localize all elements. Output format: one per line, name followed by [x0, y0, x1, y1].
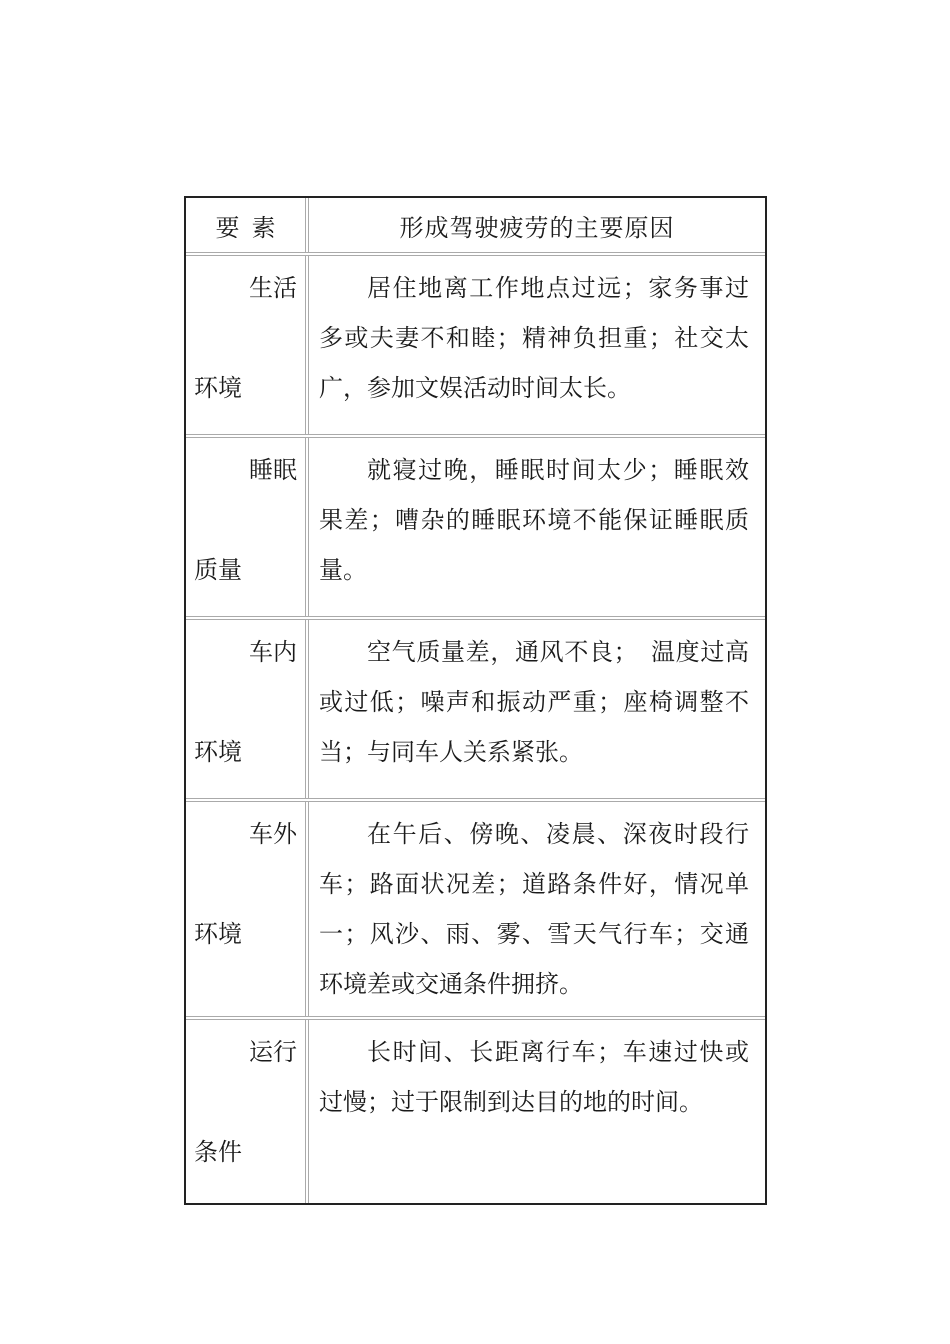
factor-line-1: 车外 — [249, 820, 297, 848]
header-factor: 要素 — [215, 213, 288, 242]
cause-cell: 空气质量差，通风不良； 温度过高或过低；噪声和振动严重；座椅调整不当；与同车人关系紧张。 — [319, 638, 749, 766]
header-cause: 形成驾驶疲劳的主要原因 — [399, 213, 675, 242]
factor-line-2: 环境 — [194, 738, 242, 766]
factor-cell — [186, 620, 305, 798]
factor-cell — [186, 256, 305, 434]
factor-cell — [186, 802, 305, 1016]
factor-line-1: 运行 — [249, 1038, 297, 1066]
factor-line-1: 睡眠 — [249, 456, 297, 484]
cause-cell: 居住地离工作地点过远；家务事过多或夫妻不和睦；精神负担重；社交太广，参加文娱活动时间太长。 — [319, 274, 749, 402]
fatigue-causes-table — [184, 196, 767, 1205]
factor-line-2: 环境 — [194, 920, 242, 948]
factor-cell — [186, 1020, 305, 1203]
cause-cell: 长时间、长距离行车；车速过快或过慢；过于限制到达目的地的时间。 — [319, 1038, 749, 1116]
cause-cell: 在午后、傍晚、凌晨、深夜时段行车；路面状况差；道路条件好，情况单一；风沙、雨、雾、雪天气行车；交通环境差或交通条件拥挤。 — [319, 820, 749, 998]
factor-line-2: 质量 — [194, 556, 242, 584]
cause-cell: 就寝过晚，睡眠时间太少；睡眠效果差；嘈杂的睡眠环境不能保证睡眠质量。 — [319, 456, 749, 584]
factor-line-1: 车内 — [249, 638, 297, 666]
factor-cell — [186, 438, 305, 616]
factor-line-2: 环境 — [194, 374, 242, 402]
factor-line-2: 条件 — [194, 1138, 242, 1166]
factor-line-1: 生活 — [249, 274, 297, 302]
